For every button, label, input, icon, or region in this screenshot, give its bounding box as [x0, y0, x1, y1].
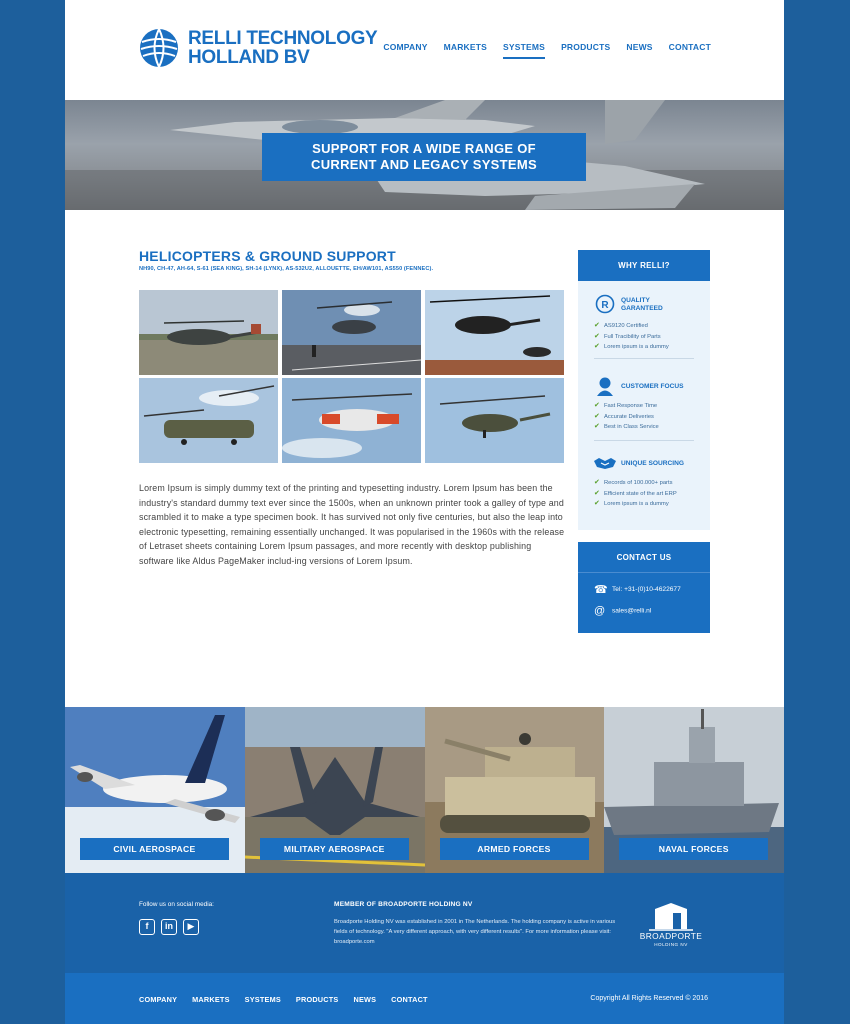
site-footer [65, 873, 784, 973]
list-item-text: Lorem ipsum is a dummy [604, 501, 669, 508]
list-item-text: Best in Class Service [604, 424, 659, 431]
page-title: HELICOPTERS & GROUND SUPPORT [139, 248, 396, 264]
holding-name: BROADPORTE [639, 931, 703, 941]
broadporte-building-icon [635, 901, 707, 931]
why-relli-title: WHY RELLI? [578, 250, 710, 281]
category-label: NAVAL FORCES [619, 838, 768, 860]
category-military-aerospace[interactable] [245, 707, 425, 873]
main-nav [383, 42, 711, 59]
nav-news[interactable]: NEWS [626, 42, 653, 52]
page [65, 0, 784, 1024]
social-links [139, 919, 199, 935]
list-item-text: Lorem ipsum is a dummy [604, 344, 669, 351]
helicopter-gallery [139, 290, 564, 462]
why-label-line1: UNIQUE SOURCING [621, 460, 685, 467]
svg-text:R: R [601, 300, 609, 311]
category-civil-aerospace[interactable] [65, 707, 245, 873]
check-icon: ✔ [594, 489, 600, 497]
list-item [594, 412, 698, 423]
email-text: sales@relli.nl [612, 607, 652, 615]
list-item [594, 332, 698, 343]
check-icon: ✔ [594, 343, 600, 351]
contact-email[interactable] [594, 605, 704, 617]
phone-icon: ☎ [594, 584, 608, 596]
why-section-label [621, 297, 663, 313]
nav-systems[interactable]: SYSTEMS [503, 42, 545, 59]
why-list [594, 401, 698, 433]
why-relli-box [578, 250, 710, 530]
gallery-photo[interactable] [282, 290, 421, 375]
helicopter-cougar-image [425, 378, 564, 463]
brand-name-line2: HOLLAND BV [188, 47, 310, 68]
why-label-line1: CUSTOMER FOCUS [621, 383, 684, 390]
site-header [65, 0, 784, 100]
gallery-photo[interactable] [282, 378, 421, 463]
list-item [594, 422, 698, 433]
list-item [594, 489, 698, 500]
facebook-icon[interactable]: f [139, 919, 155, 935]
why-label-line1: QUALITY [621, 297, 650, 304]
why-list [594, 478, 698, 510]
check-icon: ✔ [594, 332, 600, 340]
footer-nav [139, 995, 428, 1004]
helicopter-apache-image [425, 290, 564, 375]
gallery-photo[interactable] [139, 378, 278, 463]
check-icon: ✔ [594, 412, 600, 420]
check-icon: ✔ [594, 479, 600, 486]
nav-products[interactable]: PRODUCTS [561, 42, 611, 52]
list-item [594, 401, 698, 412]
quality-badge-icon [595, 294, 615, 314]
hero-banner [65, 100, 784, 210]
member-text: Broadporte Holding NV was established in 2001 in The Netherlands. The holding company is active in various fields of technology. "A very different approach, with very different results". For more information please visit: broadporte.com [334, 919, 616, 946]
gallery-photo[interactable] [139, 290, 278, 375]
check-icon: ✔ [594, 423, 600, 431]
copyright: Copyright All Rights Reserved © 2016 [590, 995, 708, 1002]
list-item-text: Records of 100.000+ parts [604, 480, 673, 486]
gallery-photo[interactable] [425, 290, 564, 375]
check-icon: ✔ [594, 402, 600, 409]
list-item-text: Accurate Deliveries [604, 413, 654, 420]
customer-icon [595, 376, 615, 396]
handshake-icon [593, 453, 617, 473]
check-icon: ✔ [594, 500, 600, 508]
list-item [594, 499, 698, 510]
nav-company[interactable]: COMPANY [383, 42, 428, 52]
holding-sub: HOLDING NV [654, 942, 688, 947]
footer-nav-company[interactable]: COMPANY [139, 995, 178, 1004]
footer-nav-news[interactable]: NEWS [353, 995, 377, 1004]
phone-text: Tel: +31-(0)10-4622677 [612, 586, 681, 593]
helicopter-chinook-image [139, 378, 278, 463]
youtube-icon[interactable]: ▶ [183, 919, 199, 935]
linkedin-icon[interactable]: in [161, 919, 177, 935]
body-paragraph: Lorem Ipsum is simply dummy text of the printing and typesetting industry. Lorem Ipsum has been the industry's standard dummy text ever since the 1500s, when an unknown printer took a galley of type and scrambled it to make a type specimen book. It has survived not only five centuries, but also the leap into electronic typesetting, remaining essentially unchanged. It was popularised in the 1960s with the release of Letraset sheets containing Lorem Ipsum passages, and more recently with desktop publishing software like Aldus PageMaker includ-ing versions of Lorem Ipsum. [139, 483, 565, 566]
list-item [594, 321, 698, 332]
hero-line2: CURRENT AND LEGACY SYSTEMS [311, 157, 537, 172]
follow-label: Follow us on social media: [139, 901, 214, 908]
list-item-text: Fast Response Time [604, 403, 658, 409]
globe-logo-icon [138, 27, 180, 69]
bottom-bar [65, 973, 784, 1024]
category-label: MILITARY AEROSPACE [260, 838, 409, 860]
list-item-text: Full Tracibility of Parts [604, 333, 661, 340]
helicopter-seaking-image [282, 378, 421, 463]
category-naval-forces[interactable] [604, 707, 784, 873]
list-item [594, 478, 698, 489]
category-armed-forces[interactable] [425, 707, 605, 873]
at-icon: @ [594, 605, 606, 617]
why-list [594, 321, 698, 353]
contact-title: CONTACT US [578, 542, 710, 573]
hero-line1: SUPPORT FOR A WIDE RANGE OF [312, 141, 536, 156]
helicopter-nh90-image [139, 290, 278, 375]
footer-nav-systems[interactable]: SYSTEMS [244, 995, 281, 1004]
footer-nav-products[interactable]: PRODUCTS [295, 995, 339, 1004]
contact-box [578, 542, 710, 633]
contact-phone[interactable] [594, 583, 704, 596]
helicopter-lynx-image [282, 290, 421, 375]
category-strip [65, 707, 784, 873]
list-item-text: Efficient state of the art ERP [604, 490, 677, 497]
category-label: ARMED FORCES [440, 838, 589, 860]
hero-headline [262, 133, 586, 181]
gallery-photo[interactable] [425, 378, 564, 463]
brand-logo[interactable] [138, 27, 378, 71]
category-label: CIVIL AEROSPACE [80, 838, 229, 860]
divider [594, 358, 694, 359]
why-section-label [621, 460, 684, 468]
brand-name-line1: RELLI TECHNOLOGY [188, 28, 378, 49]
broadporte-logo[interactable] [635, 901, 707, 951]
page-subtitle: NH90, CH-47, AH-64, S-61 (SEA KING), SH-14 (LYNX), AS-532U2, ALLOUETTE, EH/AW101, AS550 (FENNEC). [139, 266, 434, 272]
list-item-text: AS9120 Certified [604, 323, 648, 329]
brand-name [188, 29, 377, 67]
nav-markets[interactable]: MARKETS [443, 42, 488, 52]
footer-nav-contact[interactable]: CONTACT [391, 995, 428, 1004]
nav-contact[interactable]: CONTACT [668, 42, 711, 52]
footer-nav-markets[interactable]: MARKETS [192, 995, 230, 1004]
member-title: MEMBER OF BROADPORTE HOLDING NV [334, 901, 473, 908]
divider [594, 440, 694, 441]
list-item [594, 342, 698, 353]
why-label-line2: GARANTEED [621, 305, 663, 312]
check-icon: ✔ [594, 322, 600, 329]
why-section-label [621, 383, 684, 391]
